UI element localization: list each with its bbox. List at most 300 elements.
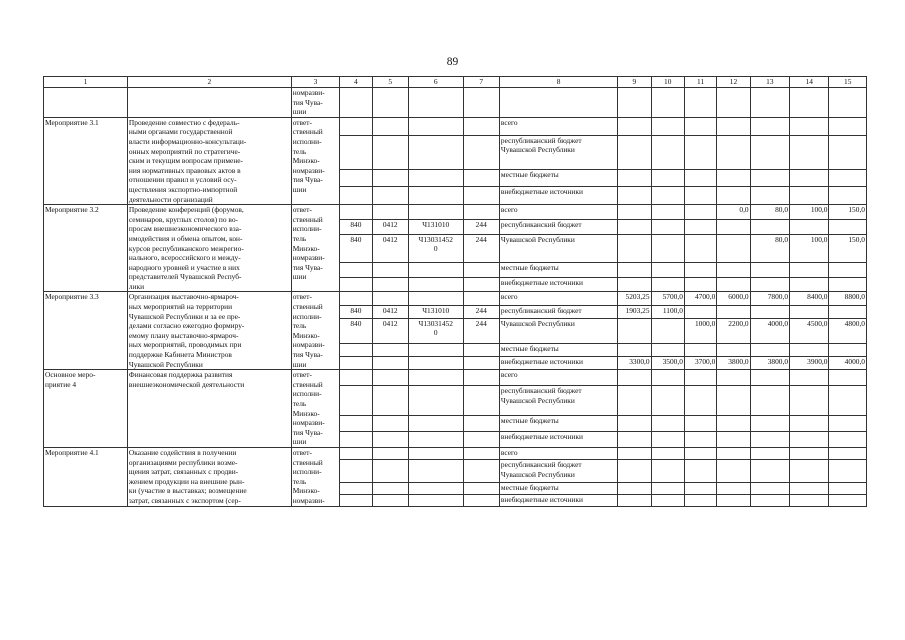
year-amount [829,370,867,386]
section-code [372,432,408,448]
year-amount [618,494,651,506]
year-amount [829,169,867,187]
activity-description-cell: Организация выставочно-ярмароч- ных мероприятий на территории Чувашской Республики и за ее пре- делами согласно ежегодно формиру- емому плану выставочно-ярмароч- ных мероприятий, проводимых при поддержке Кабинета Министров Чувашской Республики [127,292,291,370]
activity-description-cell: Проведение конференций (форумов, семинаров, круглых столов) по во- просам внешнеэкономического вза- имодействия и обмена опытом, кон- курсов республиканского межрегио- нального, всероссийского и между- народного уровней и участие в них представителей Чувашской Респуб- лики [127,205,291,292]
year-amount [790,482,829,494]
year-amount: 8800,0 [829,292,867,305]
year-amount [829,482,867,494]
header-row [44,77,867,88]
grbs-code [340,117,372,135]
year-amount [717,187,750,205]
year-amount [651,459,684,482]
year-amount [750,447,789,459]
target-article-code [408,343,463,356]
funding-source: республиканский бюджет [499,219,617,234]
expense-type-code [463,459,499,482]
funding-source: местные бюджеты [499,482,617,494]
year-amount [651,187,684,205]
section-code [372,357,408,370]
year-amount [750,432,789,448]
year-amount: 100,0 [790,205,829,220]
year-amount [618,135,651,169]
year-amount [717,234,750,262]
target-article-code: Ч131010 [408,219,463,234]
year-amount [790,135,829,169]
year-amount [618,117,651,135]
year-amount [651,318,684,343]
continuation-row [44,88,867,118]
year-amount: 4500,0 [790,318,829,343]
cell-empty [408,88,463,118]
funding-source: внебюджетные источники [499,357,617,370]
year-amount [651,234,684,262]
cell-empty [717,88,750,118]
grbs-code [340,494,372,506]
cell-empty [372,88,408,118]
year-amount [651,205,684,220]
responsible-cell: ответ- ственный исполни- тель Минэко- номразви- тия Чува- шии [291,117,340,204]
year-amount [618,386,651,416]
funding-source: всего [499,292,617,305]
year-amount [651,169,684,187]
section-code: 0412 [372,318,408,343]
column-header: 10 [651,77,684,88]
year-amount [618,343,651,356]
grbs-code [340,482,372,494]
year-amount: 4000,0 [750,318,789,343]
year-amount [684,386,716,416]
expense-type-code [463,292,499,305]
expense-type-code [463,494,499,506]
expense-type-code [463,205,499,220]
section-code [372,292,408,305]
funding-source: внебюджетные источники [499,432,617,448]
year-amount [790,343,829,356]
funding-source: всего [499,447,617,459]
year-amount [829,135,867,169]
year-amount [790,305,829,318]
expense-type-code [463,482,499,494]
activity-name-cell: Основное меро- приятие 4 [44,370,128,448]
funding-source: республиканский бюджет [499,305,617,318]
expense-type-code [463,416,499,432]
year-amount [651,416,684,432]
funding-source: местные бюджеты [499,169,617,187]
year-amount [750,494,789,506]
year-amount [717,482,750,494]
expense-type-code [463,432,499,448]
target-article-code: Ч13031452 0 [408,234,463,262]
responsible-cell: ответ- ственный исполни- тель Минэко- номразви- тия Чува- шии [291,205,340,292]
year-amount [684,219,716,234]
year-amount: 7800,0 [750,292,789,305]
year-amount [829,432,867,448]
year-amount [651,343,684,356]
year-amount: 3900,0 [790,357,829,370]
year-amount [717,262,750,277]
section-code: 0412 [372,234,408,262]
funding-source: внебюджетные источники [499,494,617,506]
year-amount [651,370,684,386]
responsible-cell: ответ- ственный исполни- тель Минэко- номразви- [291,447,340,506]
target-article-code [408,169,463,187]
year-amount [651,262,684,277]
column-header: 9 [618,77,651,88]
cell-empty [750,88,789,118]
expense-type-code [463,262,499,277]
cell-empty [127,88,291,118]
year-amount [651,447,684,459]
year-amount [829,494,867,506]
grbs-code: 840 [340,219,372,234]
year-amount [618,187,651,205]
year-amount [829,187,867,205]
year-amount [790,370,829,386]
section-code: 0412 [372,305,408,318]
year-amount: 5700,0 [651,292,684,305]
column-header: 3 [291,77,340,88]
funding-source: республиканский бюджет Чувашской Республики [499,135,617,169]
year-amount: 3500,0 [651,357,684,370]
year-amount [750,305,789,318]
year-amount [829,459,867,482]
year-amount [717,277,750,292]
year-amount [829,262,867,277]
expense-type-code: 244 [463,318,499,343]
expense-type-code: 244 [463,234,499,262]
year-amount [717,432,750,448]
program-table [43,76,867,507]
year-amount [829,416,867,432]
year-amount [717,459,750,482]
year-amount [790,169,829,187]
year-amount [790,187,829,205]
year-amount [790,447,829,459]
target-article-code: Ч131010 [408,305,463,318]
target-article-code [408,187,463,205]
year-amount: 1100,0 [651,305,684,318]
grbs-code [340,370,372,386]
activity-name-cell: Мероприятие 3.3 [44,292,128,370]
year-amount [618,416,651,432]
year-amount [684,117,716,135]
target-article-code [408,292,463,305]
year-amount [750,416,789,432]
grbs-code [340,416,372,432]
responsible-cell: ответ- ственный исполни- тель Минэко- номразви- тия Чува- шии [291,292,340,370]
year-amount: 3800,0 [717,357,750,370]
grbs-code [340,169,372,187]
year-amount [618,262,651,277]
grbs-code [340,292,372,305]
year-amount: 1903,25 [618,305,651,318]
section-code [372,386,408,416]
year-amount [618,370,651,386]
year-amount [717,117,750,135]
year-amount: 80,0 [750,205,789,220]
year-amount [684,494,716,506]
funding-source: местные бюджеты [499,416,617,432]
responsible-cell: ответ- ственный исполни- тель Минэко- номразви- тия Чува- шии [291,370,340,448]
year-amount [829,386,867,416]
year-amount [684,135,716,169]
activity-name-cell: Мероприятие 3.1 [44,117,128,204]
expense-type-code: 244 [463,219,499,234]
table-row [44,205,867,220]
section-code [372,416,408,432]
expense-type-code [463,386,499,416]
section-code [372,135,408,169]
grbs-code [340,187,372,205]
target-article-code [408,416,463,432]
year-amount [750,482,789,494]
year-amount [684,187,716,205]
section-code [372,187,408,205]
grbs-code [340,343,372,356]
grbs-code [340,386,372,416]
target-article-code [408,262,463,277]
target-article-code [408,277,463,292]
expense-type-code [463,357,499,370]
target-article-code: Ч13031452 0 [408,318,463,343]
year-amount [790,219,829,234]
activity-description-cell: Проведение совместно с федераль- ными органами государственной власти информационно-консультаци- онных мероприятий по стратегиче- ским и текущим вопросам примене- ния нормативных правовых актов в отношении правил и условий осу- ществления экспортно-импортной деятельности организаций [127,117,291,204]
year-amount [790,386,829,416]
year-amount: 4700,0 [684,292,716,305]
funding-source: внебюджетные источники [499,277,617,292]
funding-source: Чувашской Республики [499,234,617,262]
target-article-code [408,447,463,459]
year-amount [829,305,867,318]
funding-source: местные бюджеты [499,343,617,356]
funding-source: республиканский бюджет Чувашской Республики [499,386,617,416]
expense-type-code [463,447,499,459]
year-amount [618,234,651,262]
target-article-code [408,459,463,482]
cell-empty [684,88,716,118]
year-amount [651,432,684,448]
grbs-code: 840 [340,318,372,343]
column-header: 13 [750,77,789,88]
cell-empty [829,88,867,118]
grbs-code [340,262,372,277]
section-code [372,494,408,506]
year-amount [651,386,684,416]
year-amount: 6000,0 [717,292,750,305]
year-amount [750,135,789,169]
year-amount [829,219,867,234]
year-amount [684,305,716,318]
year-amount: 3300,0 [618,357,651,370]
column-header: 1 [44,77,128,88]
funding-source: всего [499,117,617,135]
expense-type-code: 244 [463,305,499,318]
cell-empty [651,88,684,118]
expense-type-code [463,343,499,356]
year-amount [618,459,651,482]
column-header: 2 [127,77,291,88]
year-amount [651,494,684,506]
year-amount: 5203,25 [618,292,651,305]
year-amount [717,135,750,169]
year-amount [717,305,750,318]
year-amount [717,416,750,432]
year-amount [790,459,829,482]
year-amount: 150,0 [829,205,867,220]
year-amount [651,219,684,234]
year-amount: 8400,0 [790,292,829,305]
year-amount [829,117,867,135]
target-article-code [408,135,463,169]
grbs-code [340,432,372,448]
year-amount: 4000,0 [829,357,867,370]
year-amount [618,447,651,459]
section-code [372,262,408,277]
year-amount [750,277,789,292]
year-amount [618,432,651,448]
year-amount [618,482,651,494]
target-article-code [408,494,463,506]
column-header: 6 [408,77,463,88]
year-amount [684,205,716,220]
year-amount [790,277,829,292]
column-header: 7 [463,77,499,88]
year-amount [618,219,651,234]
year-amount: 80,0 [750,234,789,262]
expense-type-code [463,187,499,205]
column-header: 12 [717,77,750,88]
target-article-code [408,205,463,220]
section-code [372,117,408,135]
grbs-code: 840 [340,234,372,262]
year-amount [790,432,829,448]
year-amount [684,459,716,482]
cell-empty [790,88,829,118]
year-amount [651,482,684,494]
year-amount [684,432,716,448]
year-amount [684,370,716,386]
year-amount [829,277,867,292]
table-row [44,447,867,459]
column-header: 15 [829,77,867,88]
cell-empty [463,88,499,118]
year-amount [717,494,750,506]
year-amount [684,262,716,277]
year-amount [651,117,684,135]
expense-type-code [463,169,499,187]
year-amount [618,318,651,343]
year-amount [717,169,750,187]
activity-description-cell: Оказание содействия в получении организациями республики возме- щения затрат, связанных с продви- жением продукции на внешние рын- ки (участие в выставках; возмещение затрат, связанных с экспортом (сер- [127,447,291,506]
funding-source: местные бюджеты [499,262,617,277]
responsible-cell: номразви- тия Чува- шии [291,88,340,118]
page-number: 89 [446,56,459,68]
year-amount [684,169,716,187]
target-article-code [408,117,463,135]
funding-source: республиканский бюджет Чувашской Республики [499,459,617,482]
year-amount: 150,0 [829,234,867,262]
target-article-code [408,370,463,386]
year-amount [750,169,789,187]
year-amount [829,447,867,459]
year-amount [750,370,789,386]
grbs-code [340,447,372,459]
year-amount [750,386,789,416]
year-amount [684,447,716,459]
expense-type-code [463,135,499,169]
column-header: 14 [790,77,829,88]
section-code [372,459,408,482]
year-amount [750,219,789,234]
column-header: 8 [499,77,617,88]
year-amount: 2200,0 [717,318,750,343]
section-code [372,169,408,187]
target-article-code [408,357,463,370]
year-amount: 3700,0 [684,357,716,370]
column-header: 5 [372,77,408,88]
funding-source: всего [499,205,617,220]
target-article-code [408,386,463,416]
cell-empty [618,88,651,118]
section-code [372,447,408,459]
target-article-code [408,432,463,448]
year-amount [717,370,750,386]
year-amount [684,482,716,494]
year-amount: 4800,0 [829,318,867,343]
expense-type-code [463,370,499,386]
grbs-code [340,135,372,169]
section-code [372,482,408,494]
expense-type-code [463,277,499,292]
year-amount [618,205,651,220]
year-amount [684,416,716,432]
section-code [372,277,408,292]
year-amount [750,117,789,135]
year-amount [618,169,651,187]
year-amount [750,459,789,482]
section-code [372,343,408,356]
column-header: 4 [340,77,372,88]
year-amount [790,416,829,432]
year-amount: 1000,0 [684,318,716,343]
year-amount: 100,0 [790,234,829,262]
section-code [372,205,408,220]
year-amount [717,219,750,234]
grbs-code [340,357,372,370]
table-row [44,292,867,305]
column-header: 11 [684,77,716,88]
cell-empty [340,88,372,118]
year-amount [717,343,750,356]
cell-empty [44,88,128,118]
year-amount: 3800,0 [750,357,789,370]
grbs-code [340,277,372,292]
year-amount [750,187,789,205]
year-amount [750,262,789,277]
year-amount [790,262,829,277]
year-amount [829,343,867,356]
expense-type-code [463,117,499,135]
activity-name-cell: Мероприятие 4.1 [44,447,128,506]
section-code [372,370,408,386]
grbs-code [340,205,372,220]
table-row [44,117,867,135]
funding-source: внебюджетные источники [499,187,617,205]
year-amount [684,343,716,356]
year-amount [684,234,716,262]
year-amount [651,277,684,292]
year-amount [618,277,651,292]
